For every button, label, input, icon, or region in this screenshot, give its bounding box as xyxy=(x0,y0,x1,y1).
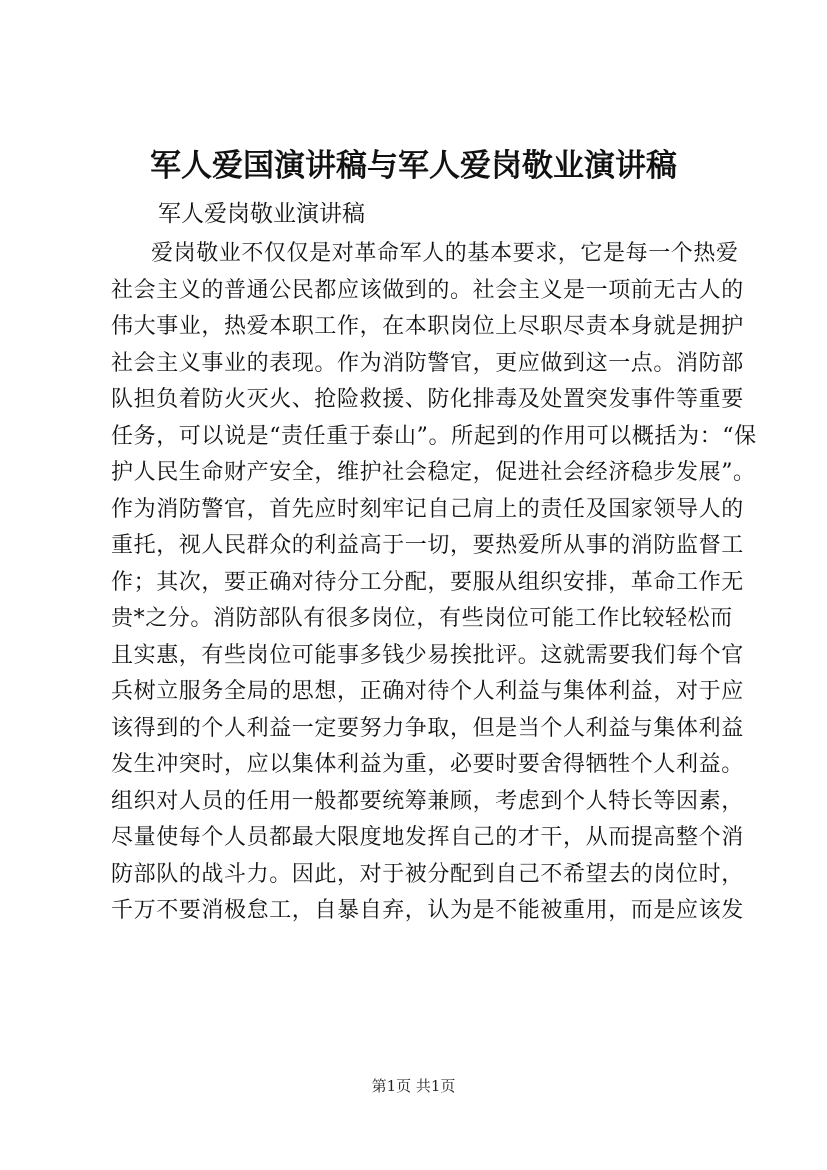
body-line: 护人民生命财产安全，维护社会稳定，促进社会经济稳步发展”。 xyxy=(111,460,756,485)
body-line: 组织对人员的任用一般都要统筹兼顾，考虑到个人特长等因素， xyxy=(111,788,744,814)
body-line: 防部队的战斗力。因此，对于被分配到自己不希望去的岗位时， xyxy=(111,861,744,887)
body-line: 该得到的个人利益一定要努力争取，但是当个人利益与集体利益 xyxy=(111,715,744,741)
body-line: 尽量使每个人员都最大限度地发挥自己的才干，从而提高整个消 xyxy=(111,825,744,850)
body-line: 爱岗敬业不仅仅是对革命军人的基本要求，它是每一个热爱 xyxy=(151,241,739,266)
page-footer: 第1页 共1页 xyxy=(371,1077,456,1095)
body-line: 重托，视人民群众的利益高于一切，要热爱所从事的消防监督工 xyxy=(111,533,744,558)
body-line: 发生冲突时，应以集体利益为重，必要时要舍得牺牲个人利益。 xyxy=(111,752,744,777)
body-line: 兵树立服务全局的思想，正确对待个人利益与集体利益，对于应 xyxy=(111,679,744,704)
body-line: 社会主义事业的表现。作为消防警官，更应做到这一点。消防部 xyxy=(111,350,744,376)
body-line: 千万不要消极怠工，自暴自弃，认为是不能被重用，而是应该发 xyxy=(111,898,744,923)
document-subtitle: 军人爱岗敬业演讲稿 xyxy=(158,201,365,227)
body-line: 作；其次，要正确对待分工分配，要服从组织安排，革命工作无 xyxy=(111,569,744,595)
body-line: 且实惠，有些岗位可能事多钱少易挨批评。这就需要我们每个官 xyxy=(111,642,744,668)
body-line: 队担负着防火灭火、抢险救援、防化排毒及处置突发事件等重要 xyxy=(111,387,744,412)
body-line: 社会主义的普通公民都应该做到的。社会主义是一项前无古人的 xyxy=(111,277,744,303)
document-body xyxy=(111,236,757,930)
body-line: 伟大事业，热爱本职工作，在本职岗位上尽职尽责本身就是拥护 xyxy=(111,314,744,339)
body-line: 贵*之分。消防部队有很多岗位，有些岗位可能工作比较轻松而 xyxy=(111,606,733,631)
document-title: 军人爱国演讲稿与军人爱岗敬业演讲稿 xyxy=(150,148,677,184)
body-line: 任务，可以说是“责任重于泰山”。所起到的作用可以概括为：“保 xyxy=(111,423,757,449)
body-line: 作为消防警官，首先应时刻牢记自己肩上的责任及国家领导人的 xyxy=(111,496,744,522)
